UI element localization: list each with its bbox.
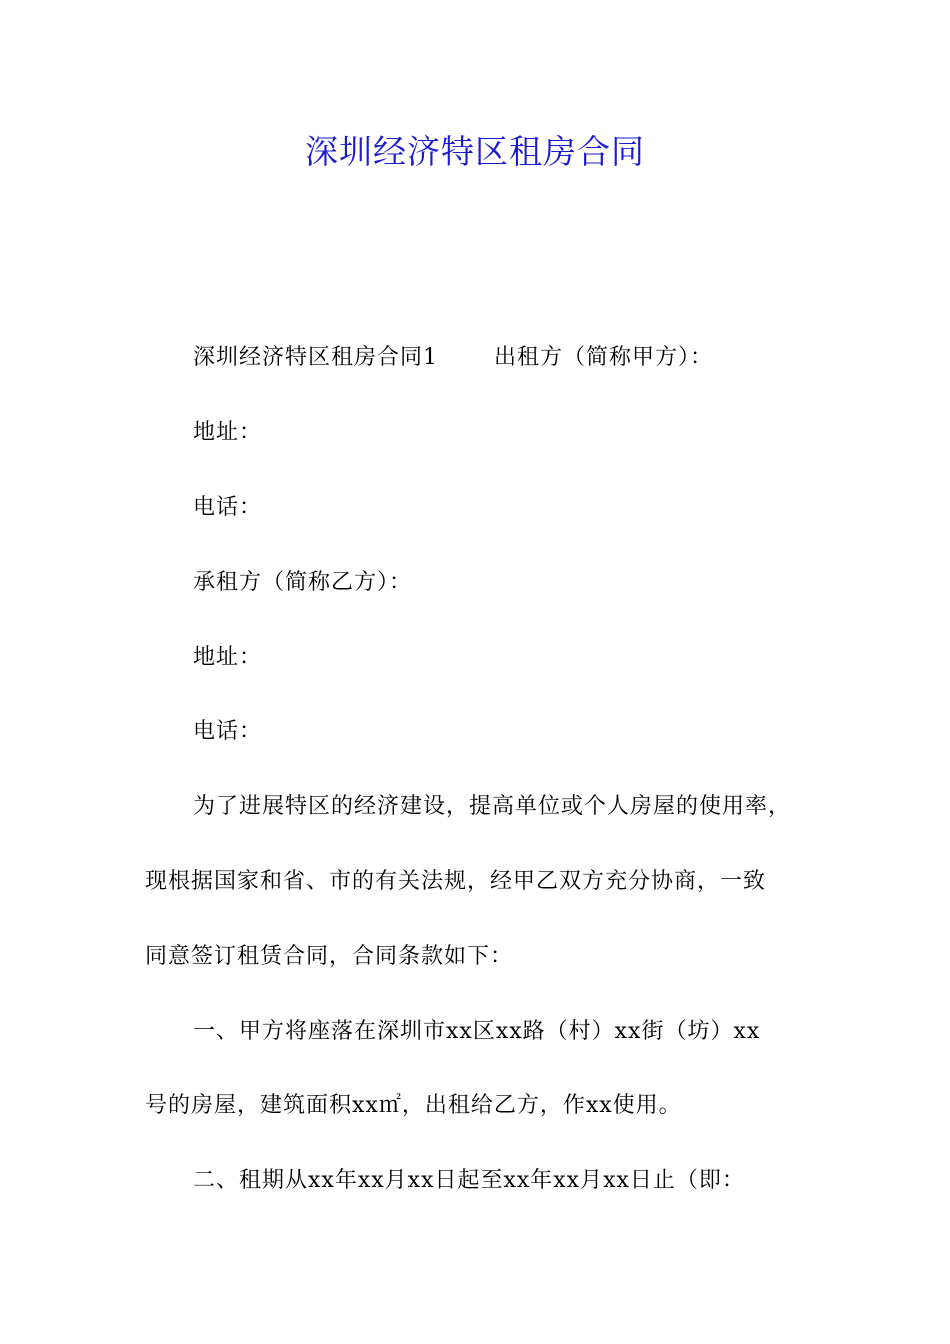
contract-heading-line bbox=[193, 343, 713, 373]
contract-subtitle: 深圳经济特区租房合同1 bbox=[193, 345, 438, 370]
document-title: 深圳经济特区租房合同 bbox=[305, 132, 645, 171]
lessor-label: 出租方（简称甲方）： bbox=[494, 345, 714, 370]
lessee-phone-label: 电话： bbox=[193, 719, 263, 744]
lessor-address-label: 地址： bbox=[193, 420, 263, 445]
clause-1-line-1: 一、甲方将座落在深圳市xx区xx路（村）xx街（坊）xx bbox=[193, 1019, 761, 1044]
lessor-phone-label: 电话： bbox=[193, 495, 263, 520]
lessee-address-label: 地址： bbox=[193, 645, 263, 670]
preamble-line-2: 现根据国家和省、市的有关法规，经甲乙双方充分协商，一致 bbox=[145, 869, 767, 894]
preamble-line-3: 同意签订租赁合同，合同条款如下： bbox=[145, 944, 514, 969]
lessee-label: 承租方（简称乙方）： bbox=[193, 570, 413, 595]
clause-1-line-2: 号的房屋，建筑面积xx㎡，出租给乙方，作xx使用。 bbox=[145, 1093, 682, 1118]
preamble-line-1: 为了进展特区的经济建设，提高单位或个人房屋的使用率， bbox=[193, 794, 792, 819]
clause-2-line-1: 二、租期从xx年xx月xx日起至xx年xx月xx日止（即： bbox=[193, 1168, 745, 1193]
